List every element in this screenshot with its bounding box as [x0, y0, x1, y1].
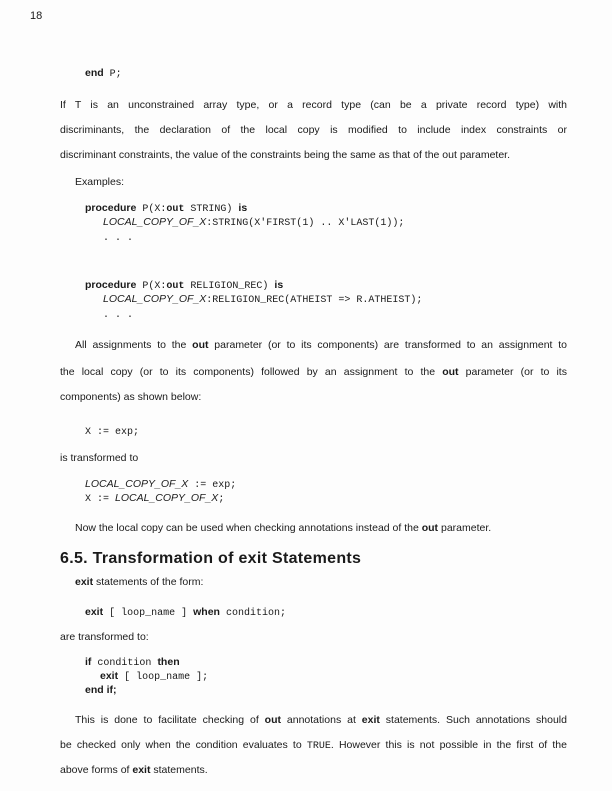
code-run: :STRING(X'FIRST(1) .. X'LAST(1));	[206, 218, 405, 229]
code-run: P(X:	[136, 204, 167, 215]
code-run: ;	[218, 494, 225, 505]
text-run: parameter.	[456, 149, 511, 161]
text-run: exit	[361, 714, 380, 726]
code-run: out	[166, 281, 185, 292]
text-line	[85, 425, 139, 439]
text-run: Examples:	[75, 176, 125, 188]
text-line	[75, 176, 124, 189]
text-line	[103, 293, 422, 307]
text-run: discriminant constraints, the value of the constraints being the same as that of the	[60, 149, 443, 161]
code-run: . . .	[103, 233, 134, 244]
text-line	[60, 391, 201, 404]
text-run: the local copy (or to its components) followed by an assignment to the	[60, 366, 443, 378]
text-line	[60, 452, 138, 465]
text-line	[85, 656, 180, 670]
text-run: statements. Such annotations should	[379, 714, 567, 726]
text-run: if	[85, 656, 92, 668]
text-line	[85, 606, 286, 620]
text-line	[75, 714, 567, 727]
text-run: exit	[85, 606, 104, 618]
text-run: Now the local copy can be used when checking annotations instead of the	[75, 522, 422, 534]
text-run: exit	[75, 576, 94, 588]
code-run: TRUE	[306, 741, 331, 752]
text-line	[85, 684, 117, 697]
text-line	[103, 308, 133, 322]
code-run: LOCAL_COPY_OF_X	[103, 293, 207, 305]
text-line	[60, 764, 208, 777]
text-run: out	[192, 339, 209, 351]
text-run: components) as shown below:	[60, 391, 202, 403]
code-run: [ loop_name ]	[103, 608, 194, 619]
text-line	[85, 67, 122, 81]
code-run: out	[166, 204, 185, 215]
text-run: parameter.	[438, 522, 492, 534]
text-line	[103, 216, 404, 230]
text-line	[85, 279, 283, 293]
text-run: annotations at	[280, 714, 362, 726]
section-heading	[60, 552, 361, 567]
text-line	[100, 670, 208, 684]
code-run: LOCAL_COPY_OF_X	[103, 216, 207, 228]
text-run: end if;	[85, 684, 117, 696]
text-line	[75, 339, 567, 352]
code-run: RELIGION_REC)	[184, 281, 275, 292]
heading-text: 6.5. Transformation of exit Statements	[60, 550, 362, 567]
text-line	[75, 576, 203, 589]
text-run: This is done to facilitate checking of	[75, 714, 265, 726]
code-run: [ loop_name ];	[118, 672, 209, 683]
text-run: statements of the form:	[93, 576, 204, 588]
text-run: procedure	[85, 202, 137, 214]
code-run: X :=	[85, 494, 116, 505]
code-run: . . .	[103, 310, 134, 321]
text-run: out	[442, 149, 457, 161]
code-run: := exp;	[188, 480, 237, 491]
code-run: :RELIGION_REC(ATHEIST => R.ATHEIST);	[206, 295, 423, 306]
text-run: be checked only when the condition evaluates to	[60, 739, 307, 751]
text-run: is	[238, 202, 248, 214]
text-line	[85, 202, 247, 216]
text-run: parameter (or to its	[458, 366, 567, 378]
text-run: discriminants, the declaration of the local copy is modified to include index constraints or	[60, 124, 567, 136]
text-line	[60, 366, 567, 379]
text-run: is transformed to	[60, 452, 139, 464]
text-run: exit	[132, 764, 151, 776]
text-run: are transformed to:	[60, 631, 149, 643]
code-run: P(X:	[136, 281, 167, 292]
text-run: above forms of	[60, 764, 133, 776]
text-line	[85, 492, 224, 506]
code-run: condition	[91, 658, 158, 669]
text-line	[103, 231, 133, 245]
text-run: parameter (or to its components) are transformed to an assignment to	[208, 339, 567, 351]
text-run: . However this is not possible in the first of the	[330, 739, 567, 751]
code-run: X := exp;	[85, 427, 140, 438]
text-run: out	[264, 714, 281, 726]
code-run: P;	[103, 69, 122, 80]
text-run: If T is an unconstrained array type, or a record type (can be a private record type) with	[60, 99, 567, 111]
code-run: condition;	[219, 608, 286, 619]
text-line	[60, 631, 149, 644]
page-number: 18	[30, 10, 43, 22]
code-run: LOCAL_COPY_OF_X	[85, 478, 189, 490]
text-line	[60, 149, 510, 162]
text-run: exit	[100, 670, 119, 682]
text-run: out	[442, 366, 459, 378]
text-run: then	[157, 656, 180, 668]
text-line	[60, 99, 567, 112]
text-line	[60, 124, 567, 137]
text-line	[60, 739, 567, 753]
text-run: is	[274, 279, 284, 291]
text-run: end	[85, 67, 104, 79]
text-run: statements.	[150, 764, 208, 776]
text-run: procedure	[85, 279, 137, 291]
text-run: when	[193, 606, 220, 618]
text-run: All assignments to the	[75, 339, 193, 351]
text-run: out	[421, 522, 439, 534]
code-run: LOCAL_COPY_OF_X	[115, 492, 219, 504]
code-run: STRING)	[184, 204, 239, 215]
text-line	[85, 478, 236, 492]
text-line	[75, 522, 491, 535]
